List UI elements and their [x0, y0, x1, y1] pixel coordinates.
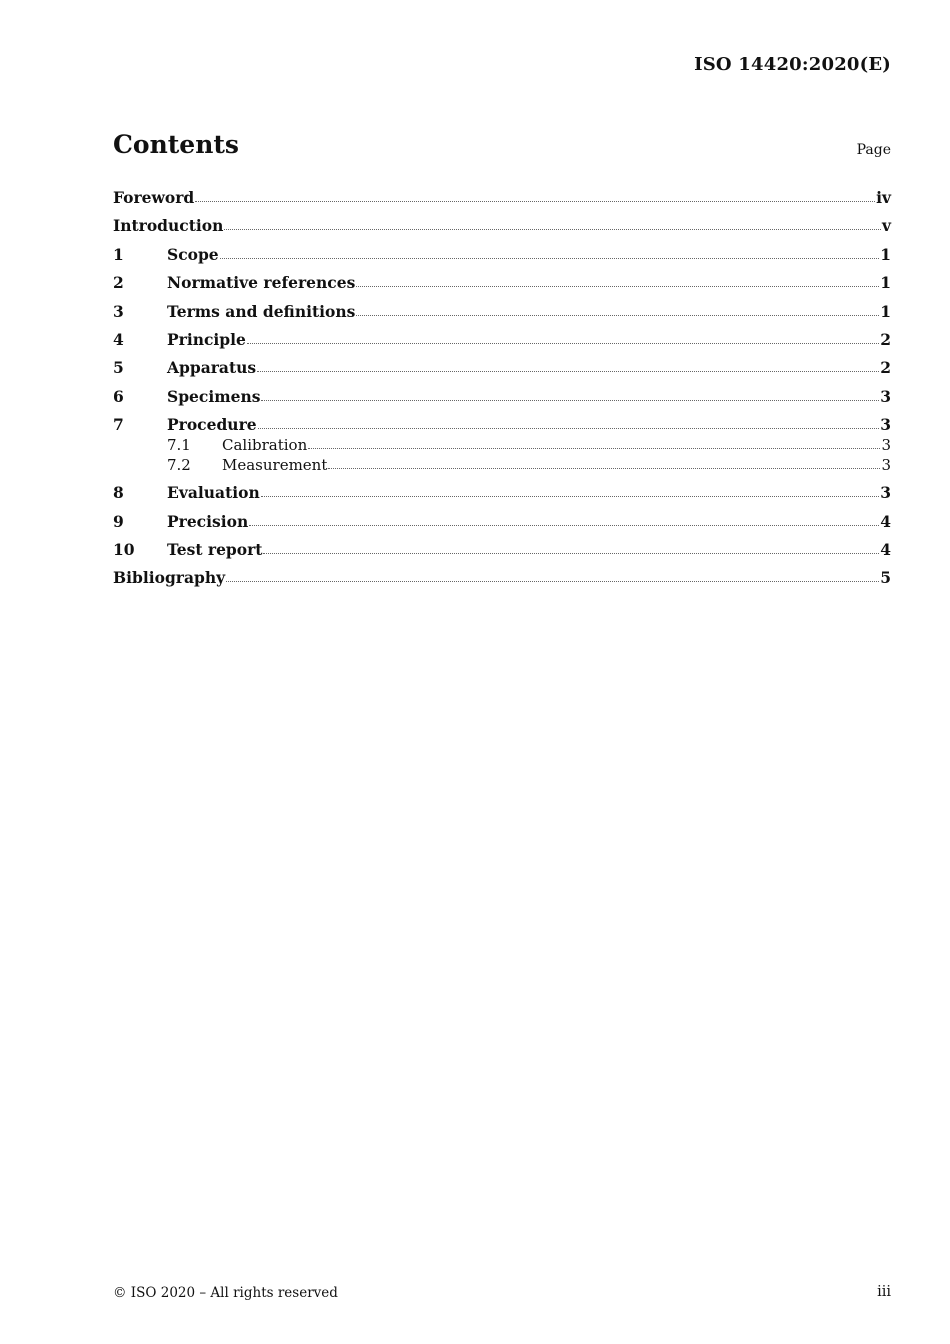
leader-dots: [308, 447, 880, 449]
leader-dots: [226, 580, 879, 582]
footer-page-number: iii: [877, 1284, 891, 1300]
toc-entry-page: 4: [880, 511, 891, 531]
toc-entry-title: Test report: [167, 539, 263, 559]
leader-dots: [249, 524, 879, 526]
toc-entry-page: 4: [880, 539, 891, 559]
toc-entry-number: 3: [113, 301, 124, 321]
toc-entry-terms-and-definitions[interactable]: [113, 298, 891, 326]
leader-dots: [356, 285, 879, 287]
toc-entry-apparatus[interactable]: [113, 354, 891, 382]
toc-entry-test-report[interactable]: [113, 536, 891, 564]
toc-entry-page: 1: [880, 301, 891, 321]
toc-subentry-title: Calibration: [222, 436, 308, 455]
leader-dots: [195, 200, 875, 202]
page-column-label: Page: [856, 142, 891, 158]
toc-entry-number: 6: [113, 386, 124, 406]
toc-subentry-page: 3: [881, 456, 891, 475]
leader-dots: [220, 257, 880, 259]
toc-entry-page: 3: [880, 415, 891, 435]
toc-entry-title: Bibliography: [113, 568, 226, 588]
toc-entry-precision[interactable]: [113, 508, 891, 536]
table-of-contents: [113, 184, 891, 593]
toc-entry-title: Foreword: [113, 188, 195, 207]
toc-subentry-calibration[interactable]: [113, 435, 891, 455]
leader-dots: [257, 370, 879, 372]
toc-entry-title: Specimens: [167, 386, 261, 406]
toc-entry-page: 1: [880, 244, 891, 264]
toc-entry-page: 2: [880, 329, 891, 349]
leader-dots: [328, 467, 880, 469]
toc-entry-title: Scope: [167, 244, 219, 264]
toc-subentry-measurement[interactable]: [113, 455, 891, 479]
toc-entry-title: Evaluation: [167, 483, 260, 503]
toc-entry-normative-references[interactable]: [113, 269, 891, 297]
toc-entry-foreword[interactable]: [113, 184, 891, 212]
toc-entry-page: 5: [880, 568, 891, 588]
toc-entry-introduction[interactable]: [113, 212, 891, 240]
toc-entry-evaluation[interactable]: [113, 479, 891, 507]
toc-entry-number: 4: [113, 329, 124, 349]
leader-dots: [356, 314, 879, 316]
leader-dots: [258, 427, 880, 429]
toc-entry-principle[interactable]: [113, 326, 891, 354]
toc-entry-number: 7: [113, 415, 124, 435]
toc-subentry-title: Measurement: [222, 456, 328, 475]
toc-entry-page: v: [881, 216, 891, 236]
toc-subentry-page: 3: [881, 436, 891, 455]
toc-subentry-number: 7.1: [167, 436, 191, 455]
toc-entry-procedure[interactable]: [113, 415, 891, 435]
toc-entry-scope[interactable]: [113, 241, 891, 269]
leader-dots: [224, 228, 881, 230]
toc-entry-title: Normative references: [167, 273, 356, 293]
toc-entry-title: Introduction: [113, 216, 224, 236]
toc-entry-number: 8: [113, 483, 124, 503]
toc-entry-page: 2: [880, 358, 891, 378]
toc-entry-title: Principle: [167, 329, 246, 349]
toc-entry-page: 3: [880, 386, 891, 406]
leader-dots: [261, 495, 879, 497]
footer-copyright: © ISO 2020 – All rights reserved: [113, 1285, 338, 1301]
toc-entry-title: Terms and definitions: [167, 301, 356, 321]
toc-entry-number: 1: [113, 244, 124, 264]
contents-heading: Contents: [113, 130, 240, 159]
toc-entry-page: 1: [880, 273, 891, 293]
document-id: ISO 14420:2020(E): [694, 54, 891, 75]
toc-entry-page: 3: [880, 483, 891, 503]
toc-entry-bibliography[interactable]: [113, 564, 891, 592]
toc-entry-page: iv: [876, 188, 891, 207]
toc-entry-number: 2: [113, 273, 124, 293]
leader-dots: [263, 552, 879, 554]
toc-entry-title: Procedure: [167, 415, 257, 435]
leader-dots: [247, 342, 879, 344]
toc-entry-title: Apparatus: [167, 358, 257, 378]
toc-subentry-number: 7.2: [167, 456, 191, 475]
toc-entry-title: Precision: [167, 511, 249, 531]
toc-entry-specimens[interactable]: [113, 383, 891, 411]
toc-entry-number: 10: [113, 539, 135, 559]
toc-entry-number: 5: [113, 358, 124, 378]
toc-entry-number: 9: [113, 511, 124, 531]
leader-dots: [261, 399, 879, 401]
